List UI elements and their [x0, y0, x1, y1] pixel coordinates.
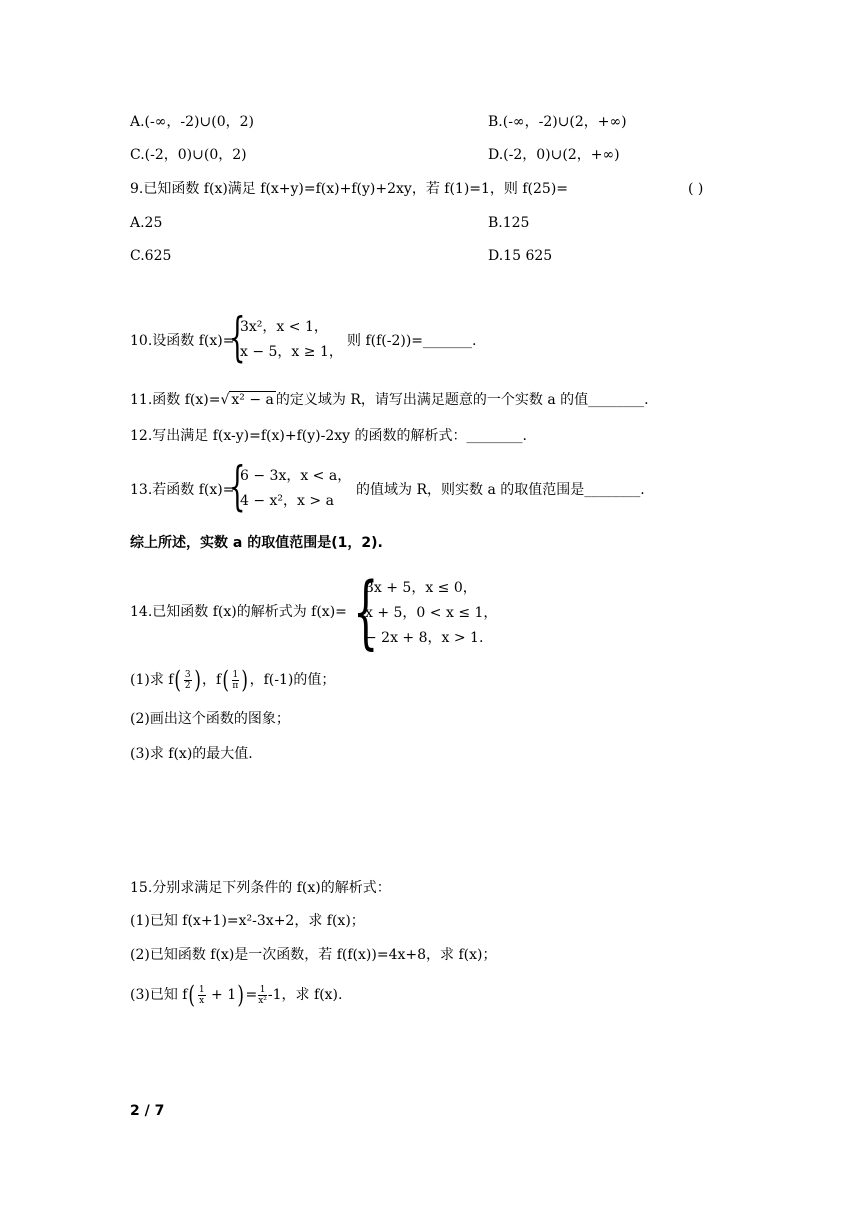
q8-option-b: B.(-∞，-2)∪(2，+∞)	[488, 114, 627, 130]
q11-radicand: x² − a	[231, 392, 274, 408]
q14-part2: (2)画出这个函数的图象；	[130, 711, 290, 727]
q13-case2: 4 − x²，x > a	[240, 493, 334, 509]
q14-prefix: 14.已知函数 f(x)的解析式为 f(x)=	[130, 604, 347, 620]
q15-part2: (2)已知函数 f(x)是一次函数，若 f(f(x))=4x+8，求 f(x)；	[130, 947, 497, 963]
q9-option-b: B.125	[488, 215, 530, 231]
q12-text: 12.写出满足 f(x-y)=f(x)+f(y)-2xy 的函数的解析式：________.	[130, 428, 527, 444]
q14-brace: {	[353, 565, 379, 658]
q11-suffix: 的定义域为 R，请写出满足题意的一个实数 a 的值________.	[275, 392, 649, 408]
q9-stem: 9.已知函数 f(x)满足 f(x+y)=f(x)+f(y)+2xy，若 f(1)=1，则 f(25)=	[130, 181, 569, 197]
q13-prefix: 13.若函数 f(x)=	[130, 482, 235, 498]
q15-part3: (3)已知 f( $\frac{1}{x}$ + 1)= $\frac{1}{\text{x²}}$ -1，求 f(x).	[130, 981, 343, 1009]
fraction-3-over-2: $\frac{3}{2}$	[184, 669, 191, 691]
fraction-1-over-x-squared: $\frac{1}{\text{x²}}$	[258, 984, 267, 1006]
fraction-1-over-pi: $\frac{1}{\pi}$	[232, 669, 239, 691]
q13-suffix: 的值域为 R，则实数 a 的取值范围是________.	[356, 482, 645, 498]
q9-option-c: C.625	[130, 248, 172, 264]
q9-option-a: A.25	[130, 215, 163, 231]
q15-part1: (1)已知 f(x+1)=x²-3x+2，求 f(x)；	[130, 913, 365, 929]
q10-case2: x − 5，x ≥ 1，	[240, 344, 343, 360]
fraction-1-over-x: $\frac{1}{x}$	[198, 984, 205, 1006]
q14-case3: − 2x + 8，x > 1.	[365, 630, 484, 646]
q13-case1: 6 − 3x，x < a，	[240, 468, 352, 484]
q13-answer: 综上所述，实数 a 的取值范围是(1，2).	[130, 535, 383, 551]
q14-case2: x + 5，0 < x ≤ 1，	[365, 605, 498, 621]
q8-option-d: D.(-2，0)∪(2，+∞)	[488, 147, 620, 163]
q11-line	[130, 390, 649, 410]
q14-case1: 3x + 5，x ≤ 0，	[365, 580, 477, 596]
q8-option-c: C.(-2，0)∪(0，2)	[130, 147, 247, 163]
q11-prefix: 11.函数 f(x)=	[130, 392, 221, 408]
q15-stem: 15.分别求满足下列条件的 f(x)的解析式：	[130, 880, 391, 896]
q8-option-a: A.(-∞，-2)∪(0，2)	[130, 114, 254, 130]
q9-option-d: D.15 625	[488, 248, 553, 264]
q10-brace: {	[229, 308, 246, 368]
page-number: 2 / 7	[130, 1103, 165, 1119]
q14-part3: (3)求 f(x)的最大值.	[130, 746, 253, 762]
q10-suffix: 则 f(f(-2))=_______.	[347, 333, 477, 349]
q9-answer-paren: ( )	[688, 181, 704, 197]
sqrt-icon: √	[220, 392, 230, 408]
q14-part1: (1)求 f( $\frac{3}{2}$ )，f( $\frac{1}{\pi}$ )，f(-1)的值；	[130, 666, 336, 694]
q13-brace: {	[229, 457, 246, 517]
q10-prefix: 10.设函数 f(x)=	[130, 333, 235, 349]
q10-case1: 3x²，x < 1，	[240, 319, 328, 335]
